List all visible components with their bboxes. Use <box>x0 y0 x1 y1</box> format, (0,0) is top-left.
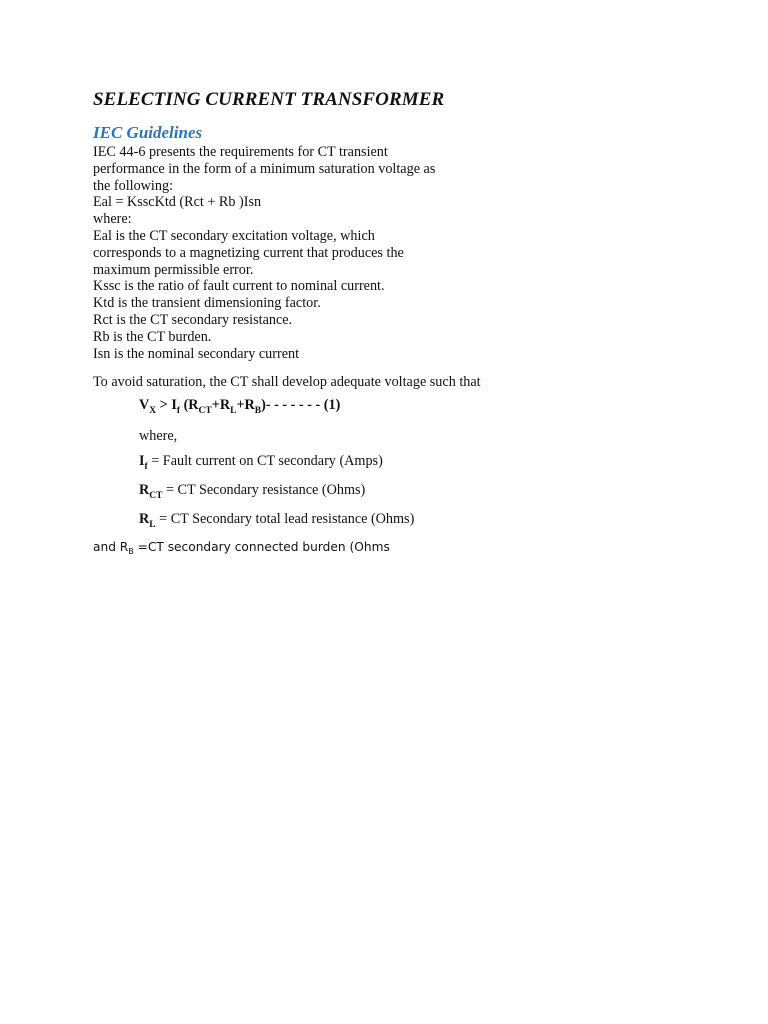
body-line: Eal is the CT secondary excitation voltage, which <box>93 227 375 244</box>
definition-if <box>139 453 383 470</box>
body-line: Isn is the nominal secondary current <box>93 345 300 362</box>
body-line: Ktd is the transient dimensioning factor. <box>93 295 321 312</box>
def-text: = CT Secondary total lead resistance (Ohms) <box>159 511 415 527</box>
definition-rl <box>139 511 414 528</box>
eq-open: (R <box>180 397 199 413</box>
eq-gt: > <box>156 397 172 413</box>
def-symbol-sub: CT <box>149 491 163 501</box>
eq-rct-sub: CT <box>198 406 212 416</box>
body-line: Kssc is the ratio of fault current to nominal current. <box>93 278 385 295</box>
where-label: where, <box>139 428 178 444</box>
body-text <box>93 144 533 362</box>
last-text: =CT secondary connected burden (Ohms <box>133 540 390 554</box>
def-text: = Fault current on CT secondary (Amps) <box>151 453 383 469</box>
eq-v: V <box>139 397 150 413</box>
body-line: performance in the form of a minimum saturation voltage as <box>93 160 436 177</box>
body-line: Rb is the CT burden. <box>93 328 212 345</box>
def-symbol: R <box>139 482 150 498</box>
body-line: Rct is the CT secondary resistance. <box>93 311 293 328</box>
eq-rl-sub: L <box>230 406 237 416</box>
body-line: IEC 44-6 presents the requirements for CT transient <box>93 144 388 160</box>
def-symbol-sub: L <box>149 520 156 530</box>
saturation-equation <box>139 397 340 414</box>
eq-i: I <box>171 397 177 413</box>
body-line: where: <box>93 211 132 228</box>
eq-rb-sub: B <box>254 406 262 416</box>
body-line: maximum permissible error. <box>93 261 254 278</box>
intro-sentence: To avoid saturation, the CT shall develop adequate voltage such that <box>93 374 481 390</box>
def-symbol: R <box>139 511 150 527</box>
eq-tail: )- - - - - - - (1) <box>261 397 341 413</box>
eq-v-sub: X <box>149 406 157 416</box>
last-sub: B <box>128 547 134 556</box>
section-heading: IEC Guidelines <box>93 123 203 142</box>
definition-rb <box>93 540 390 554</box>
def-symbol-sub: f <box>144 462 148 472</box>
def-text: = CT Secondary resistance (Ohms) <box>166 482 366 498</box>
def-symbol: I <box>139 453 145 469</box>
eq-plus1: +R <box>211 397 231 413</box>
definition-rct <box>139 482 365 499</box>
eq-i-sub: f <box>176 406 181 416</box>
document-title: SELECTING CURRENT TRANSFORMER <box>93 89 445 110</box>
body-line: the following: <box>93 177 173 194</box>
eq-plus2: +R <box>236 397 255 413</box>
body-line: corresponds to a magnetizing current that produces the <box>93 244 404 261</box>
body-line: Eal = KsscKtd (Rct + Rb )Isn <box>93 194 262 211</box>
last-prefix: and R <box>93 540 129 554</box>
